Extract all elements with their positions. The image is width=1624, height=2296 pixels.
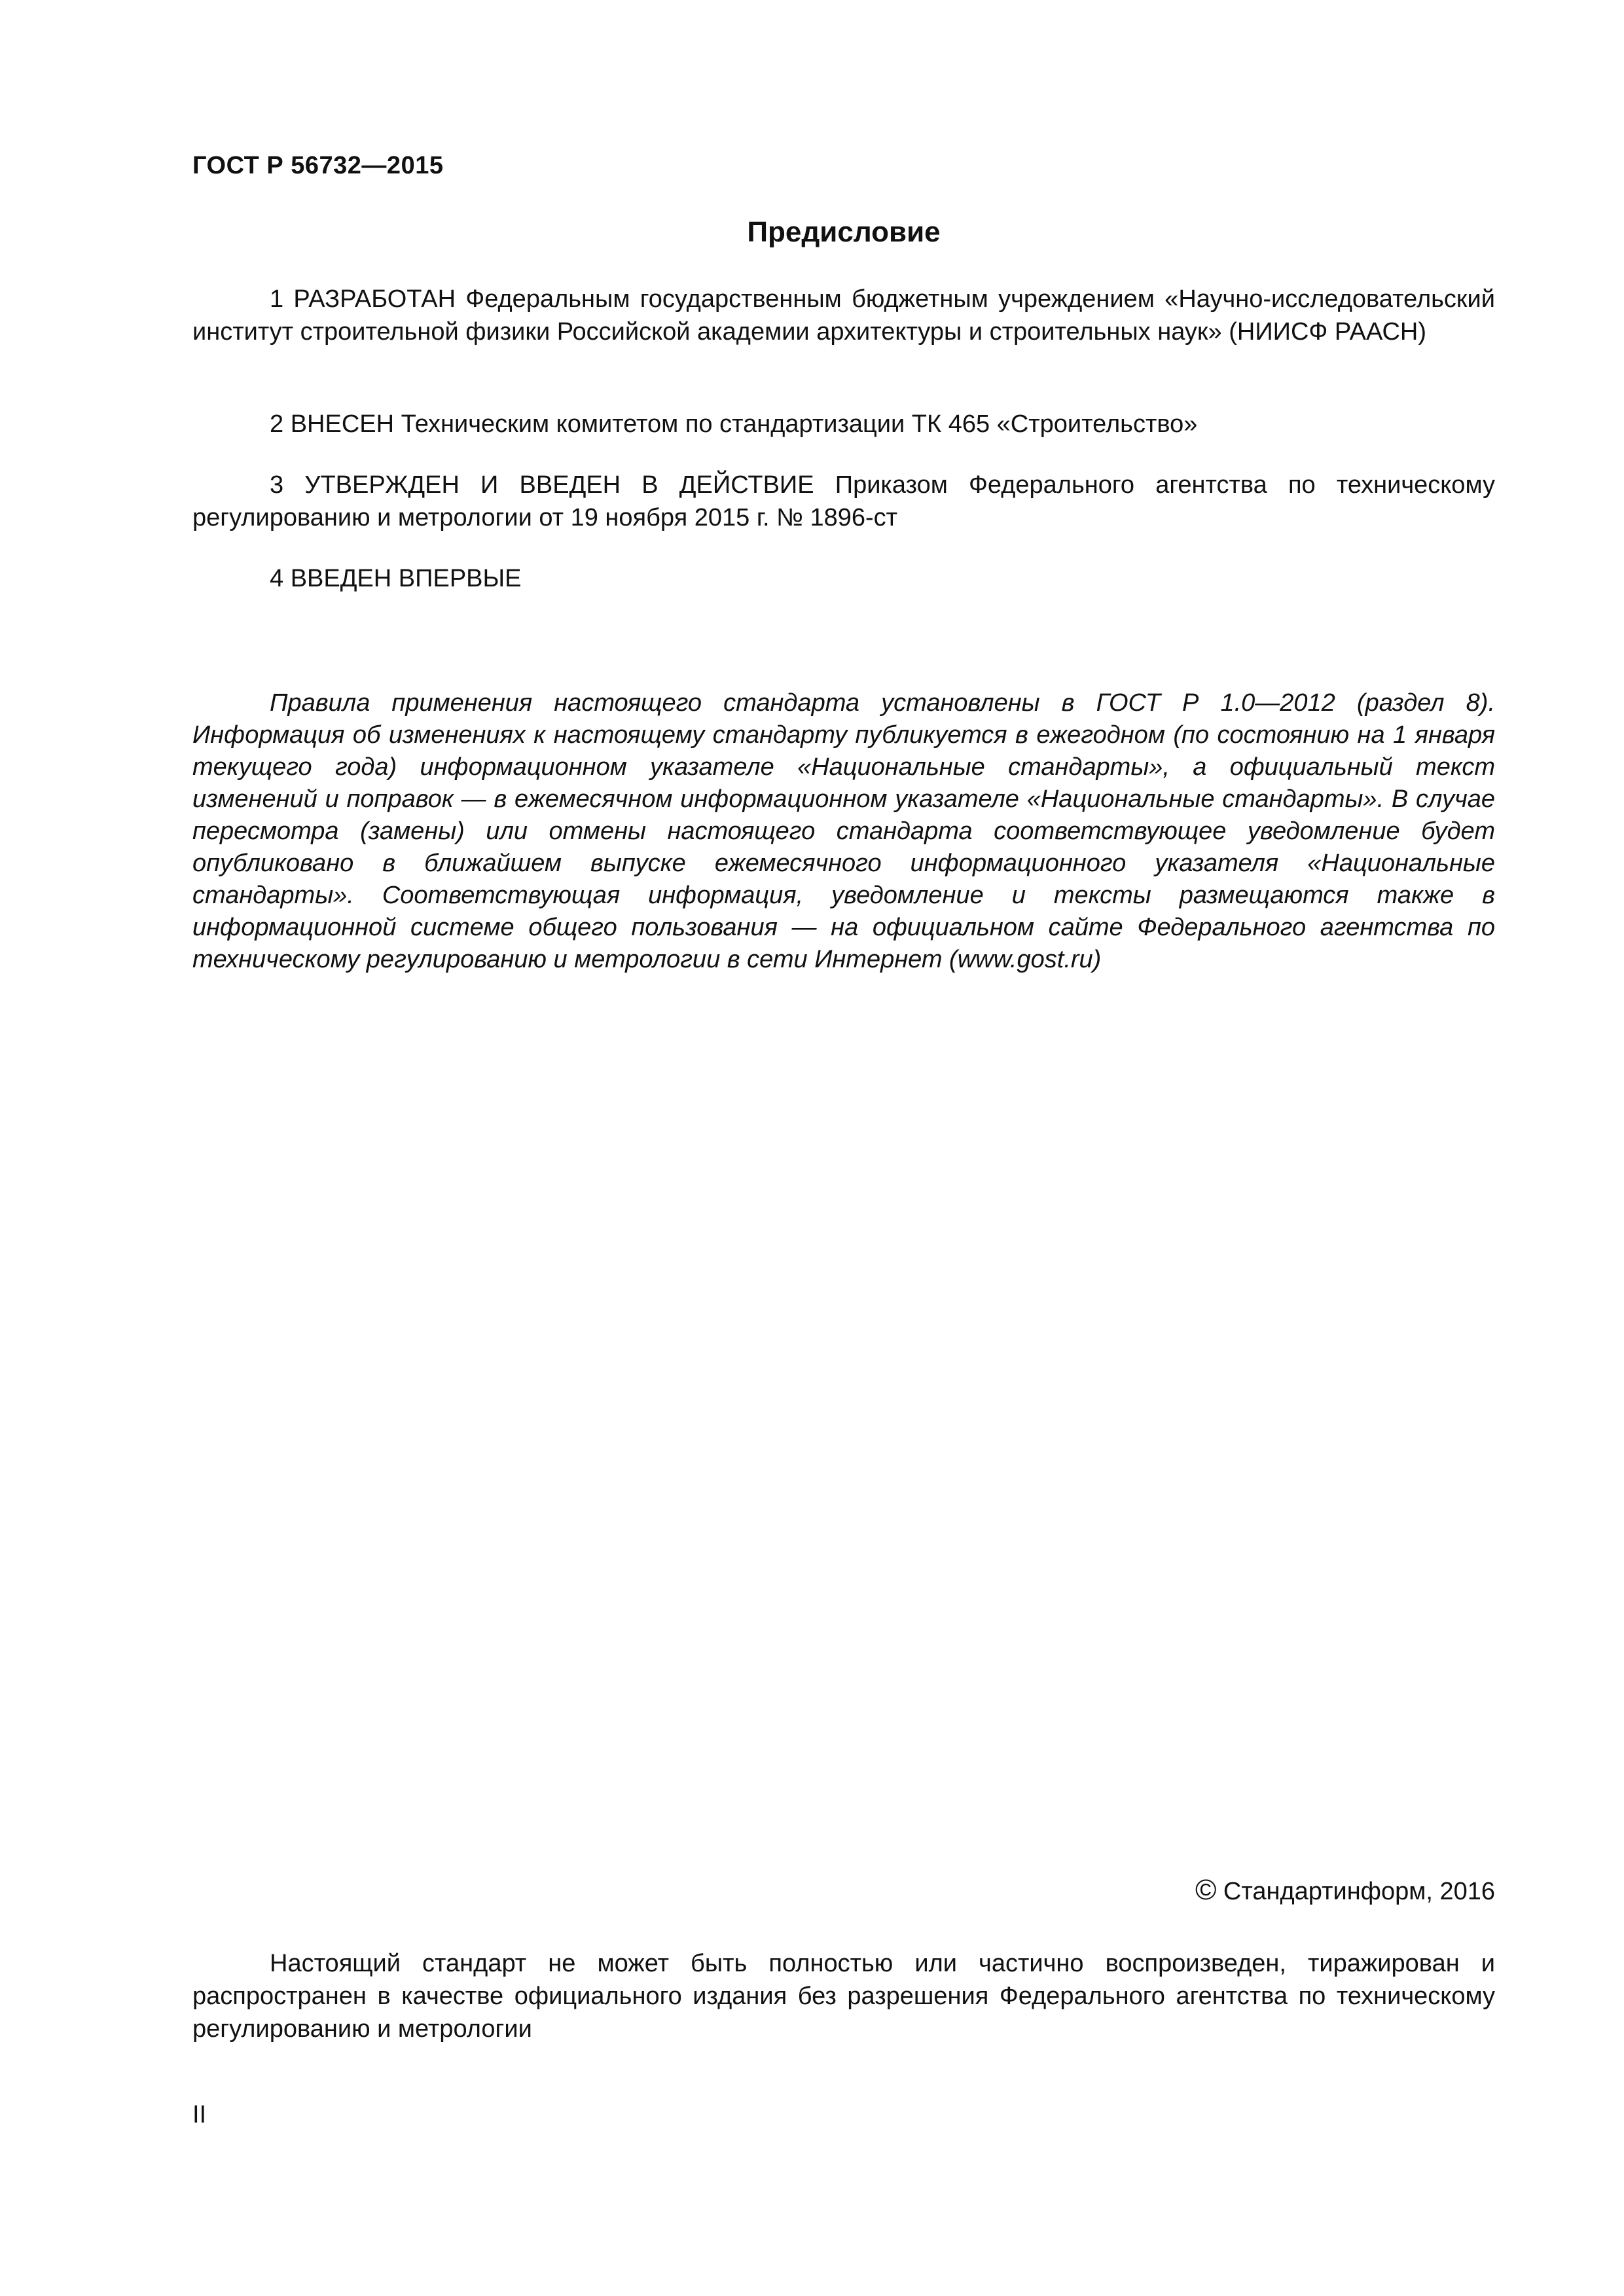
foreword-item-introduced: 4 ВВЕДЕН ВПЕРВЫЕ [270,565,522,592]
page-title: Предисловие [747,216,941,248]
foreword-item-approved: 3 УТВЕРЖДЕН И ВВЕДЕН В ДЕЙСТВИЕ Приказом Федерального агентства по техническому регулированию и метрологии от 19 ноября 2015 г. № 1896-ст [192,471,1495,531]
reproduction-notice: Настоящий стандарт не может быть полностью или частично воспроизведен, тиражирован и распространен в качестве официального издания без разрешения Федерального агентства по техническому регулированию и метрологии [192,1950,1495,2043]
application-rules-note: Правила применения настоящего стандарта установлены в ГОСТ Р 1.0—2012 (раздел 8). Информация об изменениях к настоящему стандарту публикуется в ежегодном (по состоянию на 1 января текущего года) информационном указателе «Национальные стандарты», а официальный текст изменений и поправок — в ежемесячном информационном указателе «Национальные стандарты». В случае пересмотра (замены) или отмены настоящего стандарта соответствующее уведомление будет опубликовано в ближайшем выпуске ежемесячного информационного указателя «Национальные стандарты». Соответствующая информация, уведомление и тексты размещаются также в информационной системе общего пользования — на официальном сайте Федерального агентства по техническому регулированию и метрологии в сети Интернет (www.gost.ru) [192,689,1495,973]
document-code: ГОСТ Р 56732—2015 [192,152,444,179]
copyright-text: Стандартинформ, 2016 [1223,1878,1495,1905]
copyright-line [192,1874,1495,1907]
copyright-symbol: © [1195,1874,1217,1906]
foreword-item-submitted: 2 ВНЕСЕН Техническим комитетом по стандартизации ТК 465 «Строительство» [270,410,1198,438]
page-number: II [192,2101,207,2128]
foreword-item-developed: 1 РАЗРАБОТАН Федеральным государственным бюджетным учреждением «Научно-исследовательский институт строительной физики Российской академии архитектуры и строительных наук» (НИИСФ РААСН) [192,285,1495,346]
